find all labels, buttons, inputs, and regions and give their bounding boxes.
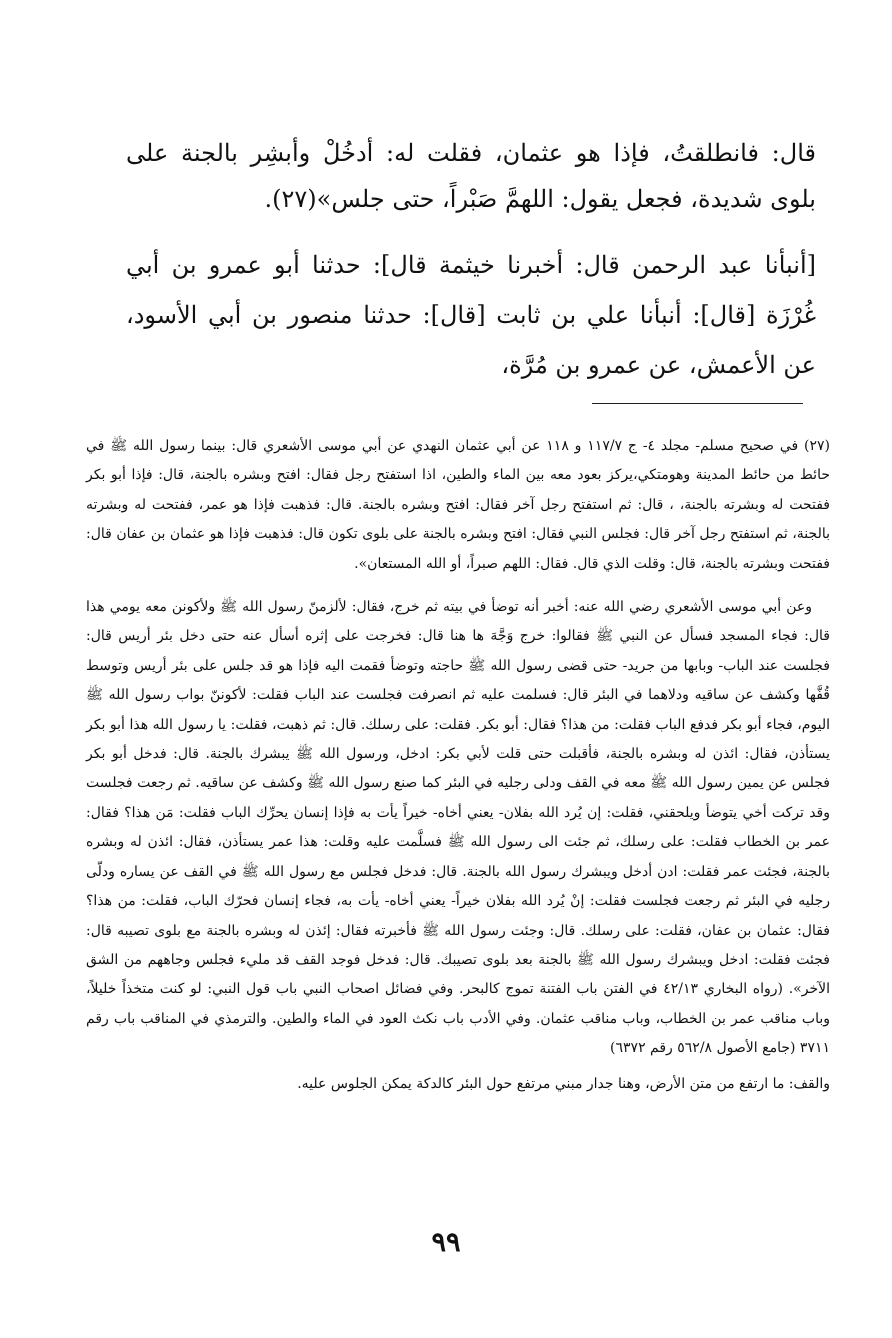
page-number: ٩٩: [431, 1227, 461, 1258]
main-paragraph-hadith: قال: فانطلقتُ، فإذا هو عثمان، فقلت له: أدخُلْ وأبشِر بالجنة على بلوى شديدة، فجعل يقول: اللهمَّ صَبْراً، حتى جلس»(٢٧).: [126, 139, 816, 213]
main-paragraph-isnad: [أنبأنا عبد الرحمن قال: أخبرنا خيثمة قال]: حدثنا أبو عمرو بن أبي غُرْزَة [قال]: أنبأنا علي بن ثابت [قال]: حدثنا منصور بن أبي الأسود، عن الأعمش، عن عمرو بن مُرَّة،: [126, 251, 816, 379]
footnote-27: (٢٧) في صحيح مسلم- مجلد ٤- ج ١١٧/٧ و ١١٨ عن أبي عثمان النهدي عن أبي موسى الأشعري قال: بينما رسول الله ﷺ في حائط من حائط المدينة وهومتكي،يركز بعود معه بين الماء والطين، اذا استفتح رجل فقال: افتح وبشره بالجنة، قال: فإذا أبو بكر ففتحت له وبشرته بالجنة، ، قال: ثم استفتح رجل آخر فقال: افتح وبشره بالجنة. قال: فذهبت فإذا هو عمر، ففتحت له وبشرته بالجنة، ثم استفتح رجل آخر قال: فجلس النبي فقال: افتح وبشره بالجنة على بلوى تكون قال: فذهبت فإذا هو عثمان بن عفان قال: ففتحت وبشرته بالجنة، قال: وقلت الذي قال. فقال: اللهم صبراً، أو الله المستعان».: [86, 438, 831, 572]
footnote-continuation: وعن أبي موسى الأشعري رضي الله عنه: أخبر أنه توضأ في بيته ثم خرج، فقال: لألزمنّ رسول الله ﷺ ولأكونن معه يومي هذا قال: فجاء المسجد فسأل عن النبي ﷺ فقالوا: خرج وَجَّهَ ها هنا قال: فخرجت على إثره أسأل عنه حتى دخل بئر أريس قال: فجلست عند الباب- وبابها من جريد- حتى قضى رسول الله ﷺ حاجته وتوضأ فقمت اليه فإذا هو قد جلس على بئر أريس وتوسط قُفَّها وكشف عن ساقيه ودلاهما في البئر قال: فسلمت عليه ثم انصرفت فجلست عند الباب فقلت: لأكوننّ بواب رسول الله ﷺ اليوم، فجاء أبو بكر فدفع الباب فقلت: من هذا؟ فقال: أبو بكر. فقلت: على رسلك. قال: ثم ذهبت، فقلت: يا رسول الله هذا أبو بكر يستأذن، فقال: ائذن له وبشره بالجنة، فأقبلت حتى قلت لأبي بكر: ادخل، ورسول الله ﷺ يبشرك بالجنة. قال: فدخل أبو بكر فجلس عن يمين رسول الله ﷺ معه في القف ودلى رجليه في البئر كما صنع رسول الله ﷺ وكشف عن ساقيه. ثم رجعت فجلست وقد تركت أخي يتوضأ ويلحقني، فقلت: إن يُرد الله بفلان- يعني أخاه- خيراً يأت به فإذا إنسان يحرِّك الباب فقلت: مَن هذا؟ فقال: عمر بن الخطاب فقلت: على رسلك، ثم جئت الى رسول الله ﷺ فسلَّمت عليه وقلت: هذا عمر يستأذن، فقال: ائذن له وبشره بالجنة، فجئت عمر فقلت: ادن أدخل ويبشرك رسول الله بالجنة. قال: فدخل فجلس مع رسول الله ﷺ في القف عن يساره ودلّى رجليه في البئر ثم رجعت فجلست فقلت: إنْ يُرد الله بفلان خيراً- يعني أخاه- يأت به، فجاء إنسان فحرّك الباب، فقلت: من هذا؟ فقال: عثمان بن عفان، فقلت: على رسلك. قال: وجئت رسول الله ﷺ فأخبرته فقال: إئذن له وبشره بالجنة مع بلوى تصيبه قال: فجئت فقلت: ادخل ويبشرك رسول الله ﷺ بالجنة بعد بلوى تصيبك. قال: فدخل فوجد القف قد مليء فجلس وجاههم من الشق الآخر». (رواه البخاري ٤٢/١٣ في الفتن باب الفتنة تموج كالبحر. وفي فضائل اصحاب النبي باب قول النبي: لو كنت متخذاً خليلاً، وباب مناقب عمر بن الخطاب، وباب مناقب عثمان. وفي الأدب باب نكث العود في الماء والطين. والترمذي في المناقب باب رقم ٣٧١١ (جامع الأصول ٥٦٢/٨ رقم ٦٣٧٢): [86, 599, 830, 1057]
footnote-definition: والقف: ما ارتفع من متن الأرض، وهنا جدار مبني مرتفع حول البئر كالدكة يمكن الجلوس عليه.: [297, 1075, 830, 1092]
footnote-divider: [592, 403, 803, 404]
footnotes: [86, 432, 830, 1099]
main-text: [126, 130, 816, 408]
